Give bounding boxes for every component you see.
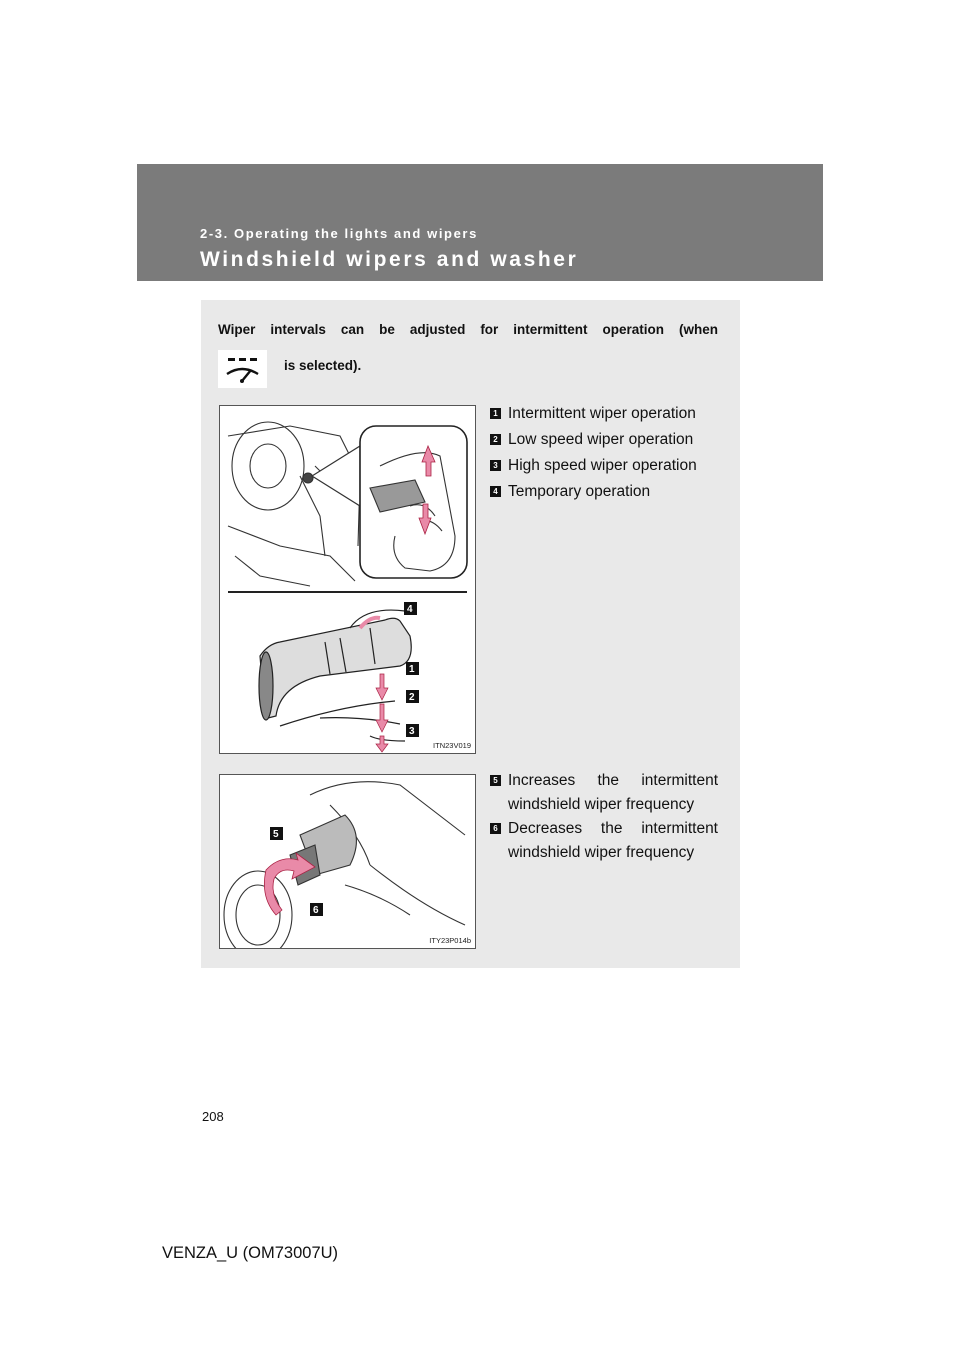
legend-item bbox=[490, 479, 718, 505]
intermittent-wiper-icon bbox=[218, 350, 267, 388]
wiper-lever-figure bbox=[219, 405, 476, 754]
intro-text: Wiper intervals can be adjusted for intermittent operation (when bbox=[218, 322, 718, 337]
legend-text: Intermittent wiper operation bbox=[508, 405, 696, 422]
legend-number: 2 bbox=[490, 434, 501, 445]
callout-1-label: 1 bbox=[409, 664, 415, 675]
legend-text: Temporary operation bbox=[508, 483, 651, 500]
legend-text: Decreases the intermittent bbox=[508, 820, 718, 837]
section-header bbox=[137, 164, 823, 281]
intro-text-continued: is selected). bbox=[284, 358, 362, 373]
legend-number: 6 bbox=[490, 823, 501, 834]
legend-number: 5 bbox=[490, 775, 501, 786]
page-number: 208 bbox=[202, 1109, 224, 1124]
callout-6-label: 6 bbox=[313, 905, 319, 916]
legend-text-continued: windshield wiper frequency bbox=[508, 796, 695, 813]
legend-number: 3 bbox=[490, 460, 501, 471]
page-title: Windshield wipers and washer bbox=[200, 248, 579, 271]
wiper-mode-legend bbox=[490, 401, 718, 505]
legend-text-continued: windshield wiper frequency bbox=[508, 844, 695, 861]
legend-item bbox=[490, 427, 718, 453]
frequency-ring-figure bbox=[219, 774, 476, 949]
section-label: 2-3. Operating the lights and wipers bbox=[200, 226, 478, 241]
legend-item bbox=[490, 401, 718, 427]
legend-number: 1 bbox=[490, 408, 501, 419]
content-panel bbox=[201, 300, 740, 968]
callout-3-label: 3 bbox=[409, 726, 415, 737]
legend-item bbox=[490, 453, 718, 479]
callout-5-label: 5 bbox=[273, 829, 279, 840]
frequency-ring-illustration bbox=[220, 775, 475, 948]
model-code: VENZA_U (OM73007U) bbox=[162, 1244, 339, 1262]
legend-text: High speed wiper operation bbox=[508, 457, 697, 474]
wiper-lever-illustration bbox=[220, 406, 475, 753]
figure-code: ITN23V019 bbox=[433, 741, 471, 750]
legend-number: 4 bbox=[490, 486, 501, 497]
callout-2-label: 2 bbox=[409, 692, 415, 703]
callout-4-label: 4 bbox=[407, 604, 413, 615]
legend-item bbox=[490, 817, 718, 865]
legend-text: Low speed wiper operation bbox=[508, 431, 694, 448]
legend-item bbox=[490, 769, 718, 817]
frequency-legend bbox=[490, 769, 718, 865]
figure-code: ITY23P014b bbox=[429, 936, 471, 945]
legend-text: Increases the intermittent bbox=[508, 772, 718, 789]
